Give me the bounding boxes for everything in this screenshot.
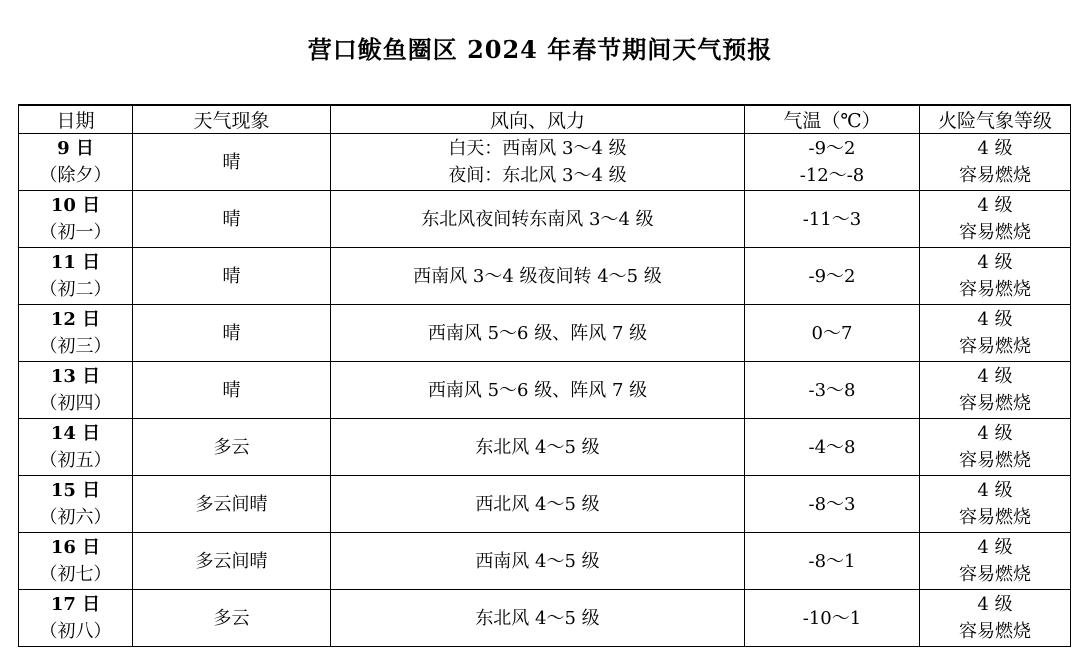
date-day: 11 日 bbox=[50, 252, 101, 273]
date-cell bbox=[19, 134, 133, 191]
date-cell bbox=[19, 191, 133, 248]
weather-text: 多云间晴 bbox=[195, 493, 268, 515]
temperature-cell bbox=[745, 134, 920, 191]
table-row bbox=[19, 134, 1071, 191]
table-row bbox=[19, 362, 1071, 419]
wind-cell bbox=[331, 248, 745, 305]
date-cell bbox=[19, 305, 133, 362]
temperature-cell bbox=[745, 590, 920, 647]
table-row bbox=[19, 305, 1071, 362]
date-day: 17 日 bbox=[50, 594, 101, 615]
wind-cell bbox=[331, 533, 745, 590]
date-day: 9 日 bbox=[57, 138, 94, 159]
fire-level-desc: 容易燃烧 bbox=[959, 393, 1031, 414]
date-lunar: （初一） bbox=[39, 222, 112, 243]
wind-text: 西南风 3～4 级夜间转 4～5 级 bbox=[413, 265, 662, 287]
fire-level-desc: 容易燃烧 bbox=[959, 450, 1031, 471]
weather-cell bbox=[133, 248, 331, 305]
wind-cell bbox=[331, 134, 745, 191]
fire-level-cell bbox=[920, 191, 1071, 248]
wind-cell bbox=[331, 305, 745, 362]
weather-cell bbox=[133, 476, 331, 533]
temperature-text: -9～2 bbox=[808, 265, 856, 287]
fire-level-value: 4 级 bbox=[977, 195, 1013, 216]
wind-text: 东北风 4～5 级 bbox=[475, 436, 600, 458]
wind-text: 东北风夜间转东南风 3～4 级 bbox=[421, 208, 654, 230]
header-temperature: 气温（℃） bbox=[745, 105, 920, 134]
weather-text: 晴 bbox=[222, 208, 241, 230]
temperature-text: -11～3 bbox=[802, 208, 862, 230]
table-row bbox=[19, 590, 1071, 647]
wind-cell bbox=[331, 419, 745, 476]
fire-level-desc: 容易燃烧 bbox=[959, 621, 1031, 642]
table-header-row bbox=[19, 105, 1071, 134]
temperature-text: -3～8 bbox=[808, 379, 856, 401]
temperature-text: 0～7 bbox=[811, 322, 853, 344]
fire-level-cell bbox=[920, 476, 1071, 533]
temperature-cell bbox=[745, 248, 920, 305]
fire-level-desc: 容易燃烧 bbox=[959, 279, 1031, 300]
wind-text: 西北风 4～5 级 bbox=[475, 493, 600, 515]
fire-level-value: 4 级 bbox=[977, 252, 1013, 273]
header-weather: 天气现象 bbox=[133, 105, 331, 134]
date-day: 15 日 bbox=[50, 480, 101, 501]
fire-level-desc: 容易燃烧 bbox=[959, 222, 1031, 243]
temperature-text: -8～1 bbox=[808, 550, 856, 572]
temperature-cell bbox=[745, 533, 920, 590]
temperature-cell bbox=[745, 191, 920, 248]
date-day: 13 日 bbox=[50, 366, 101, 387]
date-lunar: （初二） bbox=[39, 279, 112, 300]
date-cell bbox=[19, 248, 133, 305]
fire-level-value: 4 级 bbox=[977, 138, 1013, 159]
date-lunar: （初六） bbox=[39, 507, 112, 528]
wind-text: 白天：西南风 3～4 级 bbox=[448, 138, 627, 159]
fire-level-desc: 容易燃烧 bbox=[959, 507, 1031, 528]
table-row bbox=[19, 419, 1071, 476]
weather-text: 晴 bbox=[222, 151, 241, 173]
date-lunar: （初四） bbox=[39, 393, 112, 414]
temperature-text: -12～-8 bbox=[799, 165, 865, 186]
date-day: 12 日 bbox=[50, 309, 101, 330]
date-lunar: （初七） bbox=[39, 564, 112, 585]
forecast-rows bbox=[19, 134, 1071, 647]
fire-level-value: 4 级 bbox=[977, 594, 1013, 615]
table-row bbox=[19, 533, 1071, 590]
fire-level-value: 4 级 bbox=[977, 537, 1013, 558]
wind-text: 东北风 4～5 级 bbox=[475, 607, 600, 629]
fire-level-desc: 容易燃烧 bbox=[959, 165, 1031, 186]
date-day: 10 日 bbox=[50, 195, 101, 216]
fire-level-cell bbox=[920, 362, 1071, 419]
date-day: 14 日 bbox=[50, 423, 101, 444]
fire-level-desc: 容易燃烧 bbox=[959, 336, 1031, 357]
weather-cell bbox=[133, 362, 331, 419]
forecast-table bbox=[18, 104, 1071, 647]
temperature-cell bbox=[745, 476, 920, 533]
temperature-text: -4～8 bbox=[808, 436, 856, 458]
fire-level-cell bbox=[920, 419, 1071, 476]
date-lunar: （初五） bbox=[39, 450, 112, 471]
table-row bbox=[19, 248, 1071, 305]
header-fire-level: 火险气象等级 bbox=[920, 105, 1071, 134]
wind-text: 西南风 5～6 级、阵风 7 级 bbox=[427, 322, 648, 344]
fire-level-value: 4 级 bbox=[977, 423, 1013, 444]
date-cell bbox=[19, 419, 133, 476]
fire-level-value: 4 级 bbox=[977, 309, 1013, 330]
temperature-text: -9～2 bbox=[808, 138, 856, 159]
date-day: 16 日 bbox=[50, 537, 101, 558]
temperature-text: -10～1 bbox=[802, 607, 862, 629]
weather-cell bbox=[133, 590, 331, 647]
weather-text: 多云 bbox=[213, 436, 250, 458]
temperature-cell bbox=[745, 419, 920, 476]
wind-cell bbox=[331, 362, 745, 419]
wind-cell bbox=[331, 191, 745, 248]
fire-level-cell bbox=[920, 134, 1071, 191]
wind-text: 夜间：东北风 3～4 级 bbox=[448, 165, 627, 186]
date-cell bbox=[19, 476, 133, 533]
fire-level-cell bbox=[920, 533, 1071, 590]
weather-cell bbox=[133, 533, 331, 590]
fire-level-desc: 容易燃烧 bbox=[959, 564, 1031, 585]
temperature-cell bbox=[745, 305, 920, 362]
wind-cell bbox=[331, 476, 745, 533]
fire-level-cell bbox=[920, 590, 1071, 647]
date-lunar: （初八） bbox=[39, 621, 112, 642]
fire-level-cell bbox=[920, 305, 1071, 362]
weather-text: 晴 bbox=[222, 265, 241, 287]
fire-level-value: 4 级 bbox=[977, 480, 1013, 501]
page-title: 营口鲅鱼圈区 2024 年春节期间天气预报 bbox=[307, 35, 773, 64]
table-row bbox=[19, 191, 1071, 248]
header-wind: 风向、风力 bbox=[331, 105, 745, 134]
weather-text: 多云间晴 bbox=[195, 550, 268, 572]
weather-cell bbox=[133, 134, 331, 191]
weather-cell bbox=[133, 191, 331, 248]
wind-cell bbox=[331, 590, 745, 647]
header-date: 日期 bbox=[19, 105, 133, 134]
wind-text: 西南风 5～6 级、阵风 7 级 bbox=[427, 379, 648, 401]
fire-level-value: 4 级 bbox=[977, 366, 1013, 387]
temperature-cell bbox=[745, 362, 920, 419]
date-lunar: （除夕） bbox=[39, 165, 112, 186]
date-cell bbox=[19, 590, 133, 647]
date-cell bbox=[19, 533, 133, 590]
wind-text: 西南风 4～5 级 bbox=[475, 550, 600, 572]
table-row bbox=[19, 476, 1071, 533]
fire-level-cell bbox=[920, 248, 1071, 305]
weather-cell bbox=[133, 305, 331, 362]
weather-text: 晴 bbox=[222, 379, 241, 401]
weather-cell bbox=[133, 419, 331, 476]
temperature-text: -8～3 bbox=[808, 493, 856, 515]
weather-text: 晴 bbox=[222, 322, 241, 344]
date-cell bbox=[19, 362, 133, 419]
date-lunar: （初三） bbox=[39, 336, 112, 357]
weather-text: 多云 bbox=[213, 607, 250, 629]
